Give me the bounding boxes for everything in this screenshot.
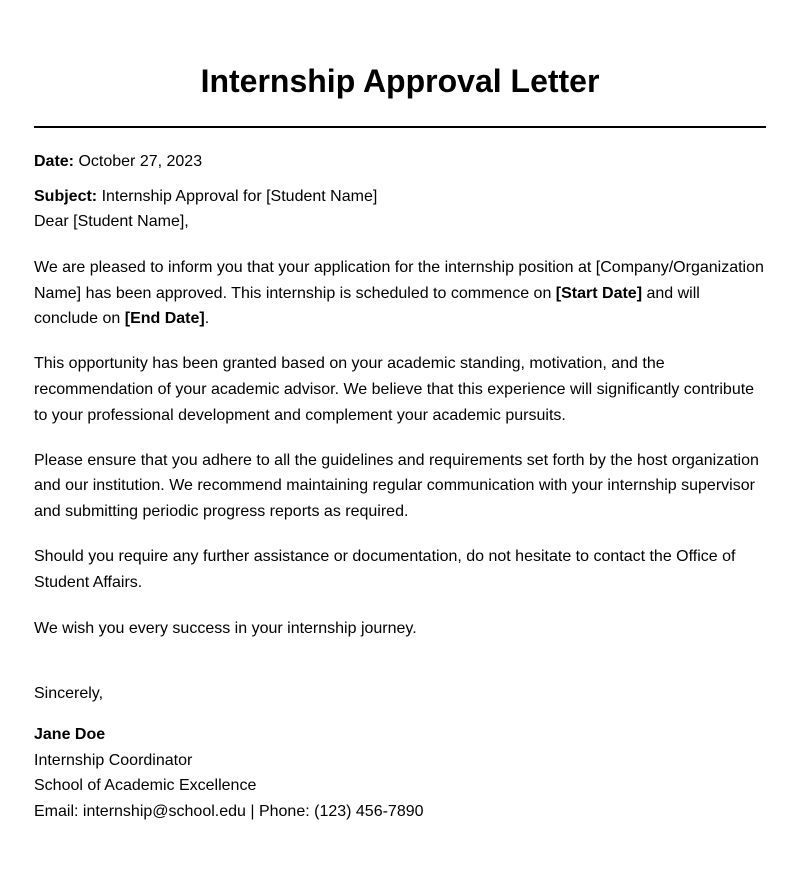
paragraph-approval bbox=[34, 255, 766, 332]
title-divider bbox=[34, 126, 766, 128]
paragraph-approval-text-2: and will conclude on bbox=[34, 284, 700, 328]
date-line bbox=[34, 150, 766, 174]
signer-institution: School of Academic Excellence bbox=[34, 777, 257, 795]
signer-contact: Email: internship@school.edu | Phone: (123) 456-7890 bbox=[34, 802, 424, 820]
date-value: October 27, 2023 bbox=[74, 153, 203, 170]
subject-line bbox=[34, 185, 766, 209]
letter-title: Internship Approval Letter bbox=[200, 63, 600, 99]
date-label: Date: bbox=[34, 153, 75, 170]
subject-label: Subject: bbox=[34, 188, 98, 205]
end-date-placeholder: [End Date] bbox=[124, 310, 205, 328]
paragraph-approval-text-1: We are pleased to inform you that your application for the internship position at [Company/Organization Name] has been approved. This internship is scheduled to commence on bbox=[34, 258, 764, 302]
greeting: Dear [Student Name], bbox=[34, 213, 189, 230]
paragraph-opportunity: This opportunity has been granted based on your academic standing, motivation, and the recommendation of your academic advisor. We believe that this experience will significantly contribute to your professional development and complement your academic pursuits. bbox=[34, 355, 755, 424]
closing: Sincerely, bbox=[34, 685, 104, 703]
paragraph-wishes: We wish you every success in your internship journey. bbox=[34, 619, 417, 637]
signer-role: Internship Coordinator bbox=[34, 751, 193, 769]
paragraph-assistance: Should you require any further assistance or documentation, do not hesitate to contact the Office of Student Affairs. bbox=[34, 547, 736, 591]
subject-value: Internship Approval for [Student Name] bbox=[97, 188, 378, 205]
signer-name: Jane Doe bbox=[34, 726, 106, 744]
paragraph-guidelines: Please ensure that you adhere to all the guidelines and requirements set forth by the host organization and our institution. We recommend maintaining regular communication with your internship supervisor and submitting periodic progress reports as required. bbox=[34, 451, 759, 521]
paragraph-approval-text-3: . bbox=[204, 310, 210, 328]
signature-block bbox=[34, 722, 766, 824]
start-date-placeholder: [Start Date] bbox=[555, 284, 643, 302]
